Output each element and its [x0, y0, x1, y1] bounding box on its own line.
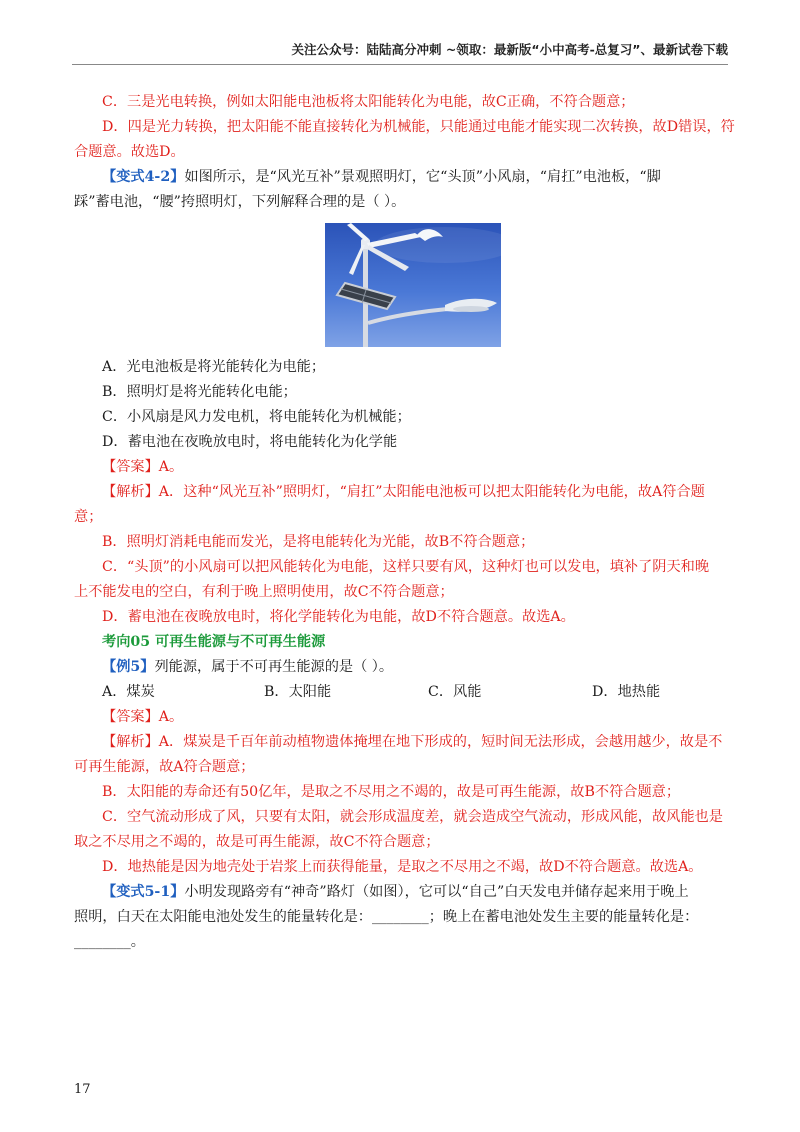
explanation-line: D．地热能是因为地壳处于岩浆上而获得能量，是取之不尽用之不竭，故D不符合题意。故选A。	[102, 859, 703, 875]
example-5	[74, 655, 730, 680]
example-5-options	[74, 680, 730, 705]
option-c: C．风能	[428, 684, 482, 700]
explanation-line	[74, 730, 730, 755]
option-d: D．蓄电池在夜晚放电时，将电能转化为化学能	[102, 434, 398, 450]
option-b: B．照明灯是将光能转化电能；	[102, 384, 297, 400]
option-d: D．地热能	[592, 684, 661, 700]
explanation-line: 上不能发电的空白，有利于晚上照明使用，故C不符合题意；	[74, 584, 454, 600]
option-c: C．小风扇是风力发电机，将电能转化为机械能；	[102, 409, 411, 425]
explanation-line: C．空气流动形成了风，只要有太阳，就会形成温度差，就会造成空气流动，形成风能，故风能也是	[102, 809, 723, 825]
question-text: 列能源，属于不可再生能源的是（ ）。	[154, 659, 394, 675]
answer-line: C．三是光电转换，例如太阳能电池板将太阳能转化为电能，故C正确，不符合题意；	[102, 94, 635, 110]
explanation-tag: 【解析】	[102, 484, 159, 500]
answer-line	[74, 705, 730, 730]
explanation-text: A．这种“风光互补”照明灯，“肩扛”太阳能电池板可以把太阳能转化为电能，故A符合题	[158, 484, 705, 500]
question-text: 如图所示，是“风光互补”景观照明灯，它“头顶”小风扇，“肩扛”电池板，“脚	[184, 169, 661, 185]
variant-tag: 【变式4-2】	[102, 169, 185, 185]
street-lamp-photo	[325, 223, 501, 347]
option-b: B．太阳能	[264, 684, 332, 700]
explanation-line: 可再生能源，故A符合题意；	[74, 759, 255, 775]
option-a: A．煤炭	[102, 684, 155, 700]
explanation-line: B．照明灯消耗电能而发光，是将电能转化为光能，故B不符合题意；	[102, 534, 535, 550]
wind-solar-lamp-illustration	[325, 223, 501, 347]
variant-tag: 【变式5-1】	[102, 884, 185, 900]
page-number: 17	[74, 1082, 91, 1097]
header-divider	[72, 64, 728, 65]
section-heading: 考向05 可再生能源与不可再生能源	[102, 634, 326, 650]
explanation-text: A．煤炭是千百年前动植物遗体掩埋在地下形成的，短时间无法形成，会越用越少，故是不	[158, 734, 723, 750]
question-text: ________。	[74, 934, 145, 950]
question-text: 小明发现路旁有“神奇”路灯（如图），它可以“自己”白天发电并储存起来用于晚上	[184, 884, 689, 900]
question-text: 照明，白天在太阳能电池处发生的能量转化是：________；晚上在蓄电池处发生主要的能量转化是：	[74, 909, 699, 925]
question-variant-4-2	[74, 165, 730, 190]
answer-value: A。	[158, 709, 184, 725]
explanation-line: B．太阳能的寿命还有50亿年，是取之不尽用之不竭的，故是可再生能源，故B不符合题意；	[102, 784, 681, 800]
option-a: A．光电池板是将光能转化为电能；	[102, 359, 326, 375]
example-tag: 【例5】	[102, 659, 155, 675]
answer-line: D．四是光力转换，把太阳能不能直接转化为机械能，只能通过电能才能实现二次转换，故D错误，符	[102, 119, 735, 135]
question-variant-5-1	[74, 880, 730, 905]
answer-tag: 【答案】	[102, 709, 159, 725]
page-header: 关注公众号：陆陆高分冲刺 ~领取：最新版“小中高考-总复习”、最新试卷下载	[291, 42, 728, 57]
explanation-line	[74, 480, 730, 505]
explanation-line: C．“头顶”的小风扇可以把风能转化为电能，这样只要有风，这种灯也可以发电，填补了阴天和晚	[102, 559, 710, 575]
explanation-tag: 【解析】	[102, 734, 159, 750]
explanation-line: 取之不尽用之不竭的，故是可再生能源，故C不符合题意；	[74, 834, 440, 850]
answer-tag: 【答案】	[102, 459, 159, 475]
explanation-line: D．蓄电池在夜晚放电时，将化学能转化为电能，故D不符合题意。故选A。	[102, 609, 575, 625]
answer-value: A。	[158, 459, 184, 475]
question-text: 踩”蓄电池，“腰”挎照明灯，下列解释合理的是（ ）。	[74, 194, 406, 210]
explanation-line: 意；	[74, 509, 103, 525]
answer-line	[74, 455, 730, 480]
answer-line: 合题意。故选D。	[74, 144, 185, 160]
page-body	[74, 90, 735, 955]
